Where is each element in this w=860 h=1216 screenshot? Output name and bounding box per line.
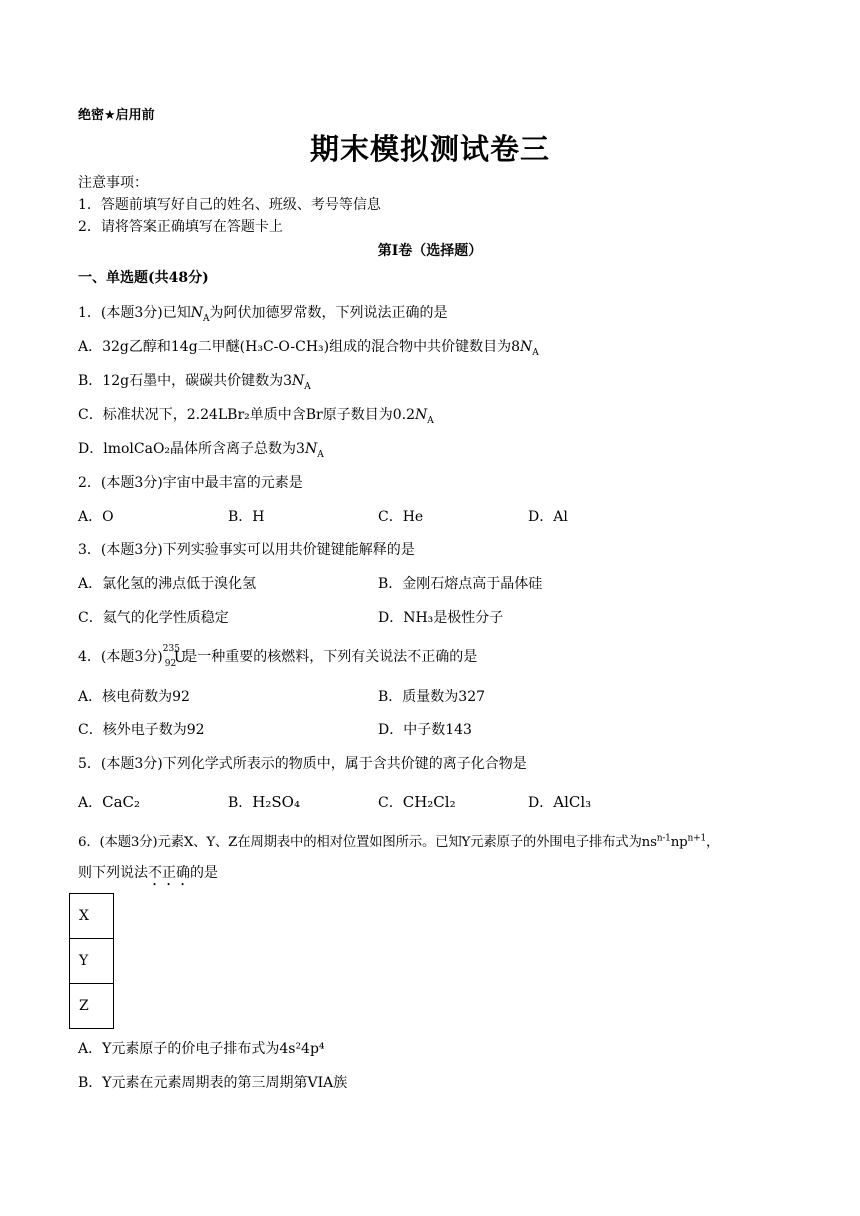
secret-label: 绝密★启用前 — [78, 108, 155, 123]
question-4-stem — [78, 644, 478, 669]
nuclide-number: 92 — [164, 659, 177, 669]
table-cell-z: Z — [70, 984, 114, 1029]
question-1-option-d — [78, 440, 324, 458]
question-1-stem-post: 为阿伏加德罗常数，下列说法正确的是 — [209, 305, 448, 321]
question-6-emphasis: 不正确 — [148, 865, 190, 881]
na-symbol: N — [415, 407, 428, 423]
notes-heading: 注意事项： — [78, 175, 148, 191]
part-title: 一、单选题(共48分) — [78, 270, 209, 286]
question-2-option-d: D．Al — [528, 509, 568, 525]
question-5-option-a — [78, 793, 140, 812]
periodic-position-table — [69, 893, 114, 1029]
question-1-stem — [78, 304, 448, 322]
question-6-stem-line-2 — [78, 864, 218, 889]
notes-item-2: 2．请将答案正确填写在答题卡上 — [78, 219, 283, 235]
na-symbol: N — [304, 441, 318, 457]
exam-title: 期末模拟测试卷三 — [309, 132, 550, 166]
na-sub: A — [427, 415, 434, 426]
question-4-stem-pre: 4．(本题3分) — [78, 649, 163, 665]
question-2-stem: 2．(本题3分)宇宙中最丰富的元素是 — [78, 475, 303, 491]
option-label: D． — [528, 795, 554, 811]
question-6-stem-line-1 — [78, 834, 719, 852]
question-3-option-c: C．氦气的化学性质稳定 — [78, 610, 229, 626]
question-5-option-b — [228, 793, 300, 812]
question-1-stem-pre: 1．(本题3分)已知 — [78, 305, 191, 321]
na-symbol: N — [291, 373, 305, 389]
na-symbol: N — [520, 339, 533, 355]
question-2-option-b: B．H — [228, 509, 265, 525]
question-5-option-c — [378, 793, 456, 812]
question-4-option-b: B．质量数为327 — [378, 689, 486, 705]
nuclide-symbol — [162, 644, 187, 669]
question-6-stem-text: 6．(本题3分)元素X、Y、Z在周期表中的相对位置如图所示。已知Y元素原子的外围电子排布式为ns — [78, 835, 657, 850]
option-label: A． — [78, 795, 103, 811]
option-text: A．32g乙醇和14g二甲醚(H₃C-O-CH₃)组成的混合物中共价键数目为8 — [78, 339, 521, 355]
section-title: 第I卷（选择题） — [377, 243, 483, 259]
question-1-option-b — [78, 372, 311, 390]
option-formula: H₂SO₄ — [252, 793, 300, 811]
question-3-option-b: B．金刚石熔点高于晶体硅 — [378, 576, 543, 592]
table-cell-x: X — [70, 894, 114, 939]
question-5-option-d — [528, 793, 591, 812]
option-label: B． — [228, 795, 253, 811]
na-sub: A — [203, 313, 210, 324]
question-6-option-b: B．Y元素在元素周期表的第三周期第VIA族 — [78, 1075, 348, 1091]
question-3-option-a: A．氯化氢的沸点低于溴化氢 — [78, 576, 257, 592]
notes-item-1: 1．答题前填写好自己的姓名、班级、考号等信息 — [78, 197, 381, 213]
question-3-stem: 3．(本题3分)下列实验事实可以用共价键键能解释的是 — [78, 542, 415, 558]
question-1-option-c — [78, 406, 434, 424]
question-6-stem-pre: 则下列说法 — [78, 865, 148, 881]
exponent: n-1 — [656, 833, 671, 844]
option-label: C． — [378, 795, 403, 811]
question-6-stem-tail: ， — [705, 835, 720, 850]
question-2-option-c: C．He — [378, 509, 424, 525]
question-1-option-a — [78, 338, 539, 356]
na-sub: A — [532, 347, 539, 358]
table-cell-y: Y — [70, 939, 114, 984]
option-text: C．标准状况下，2.24LBr₂单质中含Br原子数目为0.2 — [78, 407, 416, 423]
question-6-stem-post: 的是 — [190, 865, 218, 881]
question-4-option-c: C．核外电子数为92 — [78, 722, 205, 738]
exponent: n+1 — [687, 833, 706, 844]
option-formula: CH₂Cl₂ — [402, 793, 456, 811]
option-text: D．lmolCaO₂晶体所含离子总数为3 — [78, 441, 305, 457]
question-4-stem-post: 是一种重要的核燃料，下列有关说法不正确的是 — [183, 649, 478, 665]
question-4-option-d: D．中子数143 — [378, 722, 472, 738]
na-sub: A — [304, 381, 311, 392]
question-3-option-d: D．NH₃是极性分子 — [378, 610, 504, 626]
na-symbol: N — [190, 305, 203, 321]
option-formula: CaC₂ — [102, 793, 141, 811]
na-sub: A — [317, 449, 324, 460]
nuclide-mass: 235 — [162, 644, 180, 654]
question-6-option-a: A．Y元素原子的价电子排布式为4s²4p⁴ — [78, 1041, 325, 1057]
question-5-stem: 5．(本题3分)下列化学式所表示的物质中，属于含共价键的离子化合物是 — [78, 756, 527, 772]
question-4-option-a: A．核电荷数为92 — [78, 689, 190, 705]
question-6-stem-np: np — [670, 835, 688, 850]
option-formula: AlCl₃ — [553, 793, 592, 811]
nuclide-letter: U — [173, 648, 187, 666]
question-2-option-a: A．O — [78, 509, 114, 525]
option-text: B．12g石墨中，碳碳共价键数为3 — [78, 373, 292, 389]
